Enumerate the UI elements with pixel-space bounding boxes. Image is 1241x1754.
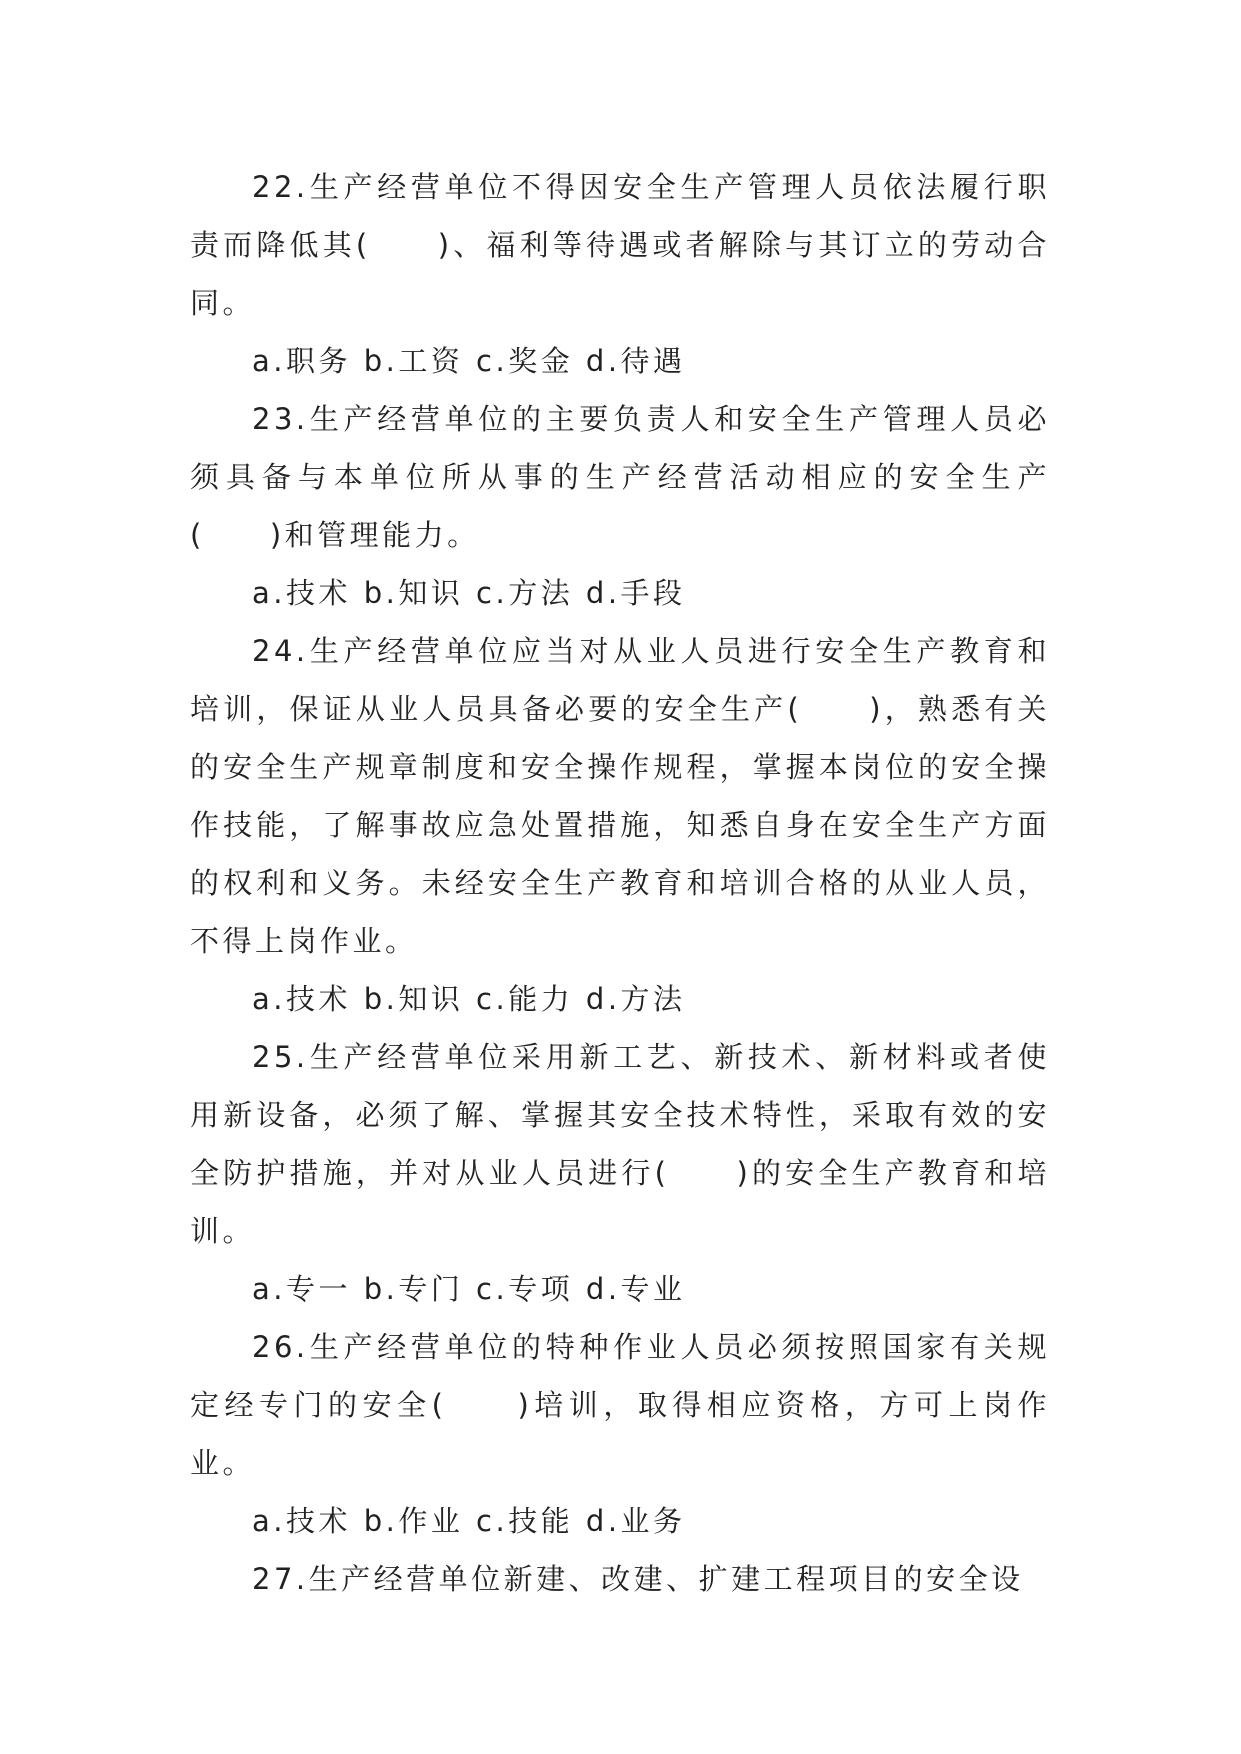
options-26: a.技术 b.作业 c.技能 d.业务	[252, 1504, 686, 1538]
options-22: a.职务 b.工资 c.奖金 d.待遇	[252, 344, 686, 378]
question-list	[190, 158, 1050, 1608]
options-25: a.专一 b.专门 c.专项 d.专业	[252, 1272, 686, 1306]
options-23: a.技术 b.知识 c.方法 d.手段	[252, 576, 686, 610]
question-26: 26.生产经营单位的特种作业人员必须按照国家有关规定经专门的安全( )培训，取得相应资格，方可上岗作业。	[190, 1330, 1050, 1480]
options-24: a.技术 b.知识 c.能力 d.方法	[252, 982, 686, 1016]
question-27: 27.生产经营单位新建、改建、扩建工程项目的安全设	[252, 1562, 1024, 1596]
question-25: 25.生产经营单位采用新工艺、新技术、新材料或者使用新设备，必须了解、掌握其安全技术特性，采取有效的安全防护措施，并对从业人员进行( )的安全生产教育和培训。	[190, 1040, 1050, 1248]
question-23: 23.生产经营单位的主要负责人和安全生产管理人员必须具备与本单位所从事的生产经营活动相应的安全生产( )和管理能力。	[190, 402, 1050, 552]
question-22: 22.生产经营单位不得因安全生产管理人员依法履行职责而降低其( )、福利等待遇或者解除与其订立的劳动合同。	[190, 170, 1050, 320]
question-24: 24.生产经营单位应当对从业人员进行安全生产教育和培训，保证从业人员具备必要的安全生产( )，熟悉有关的安全生产规章制度和安全操作规程，掌握本岗位的安全操作技能，了解事故应急处置措施，知悉自身在安全生产方面的权利和义务。未经安全生产教育和培训合格的从业人员，不得上岗作业。	[190, 634, 1050, 958]
